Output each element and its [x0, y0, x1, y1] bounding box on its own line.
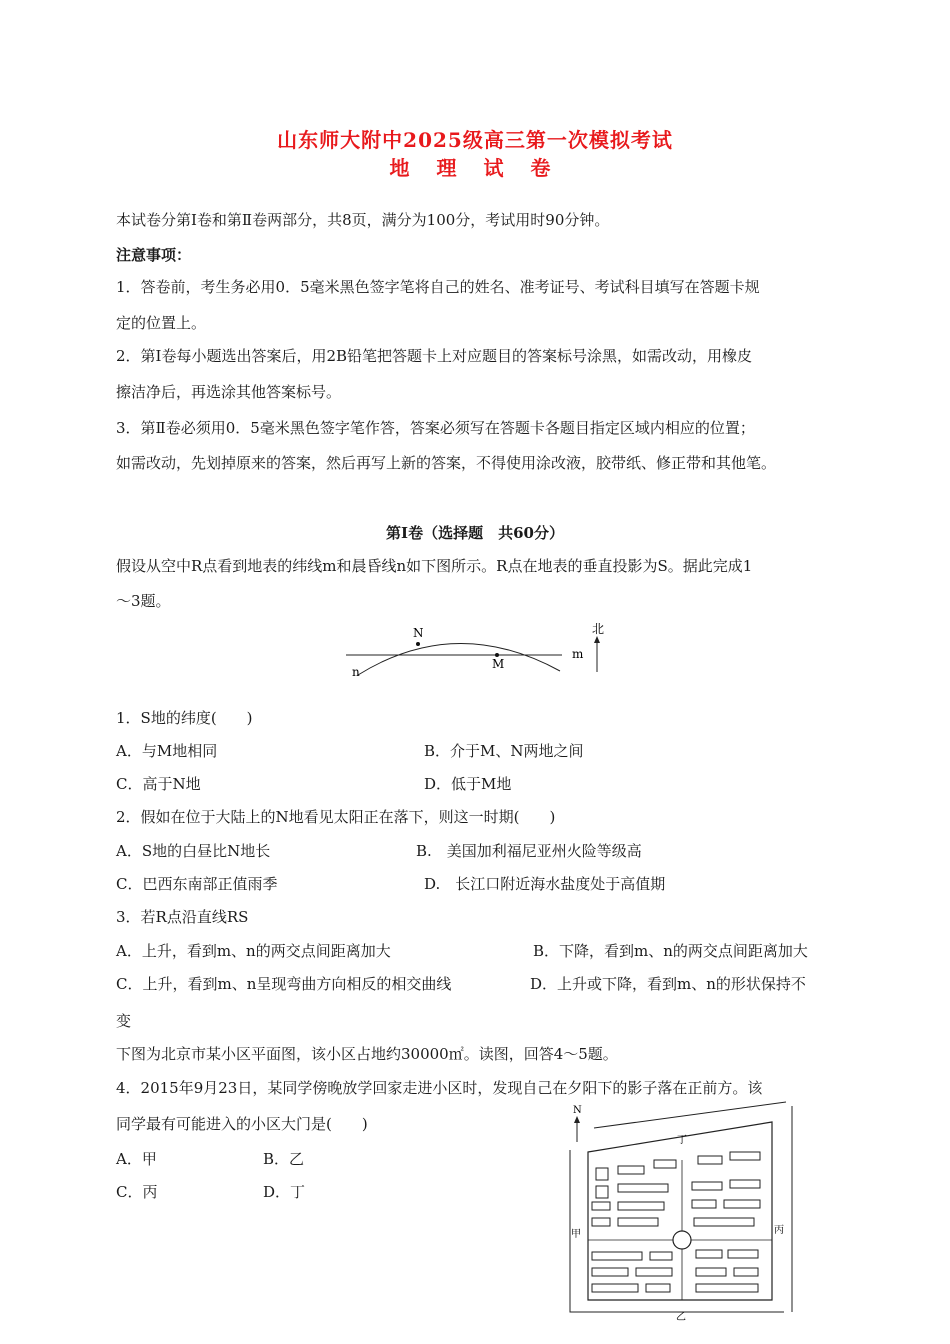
note-line: 定的位置上。 — [116, 314, 207, 332]
option-c: C．丙 — [116, 1183, 158, 1201]
question-stem: 2．假如在位于大陆上的N地看见太阳正在落下，则这一时期( ) — [116, 808, 556, 826]
building — [618, 1218, 658, 1226]
building — [692, 1182, 722, 1190]
gate-ding-label: 丁 — [677, 1135, 687, 1146]
figure-latitude-terminator — [340, 620, 620, 685]
building — [730, 1152, 760, 1160]
question-stem: 3．若R点沿直线RS — [116, 908, 249, 926]
question-stem: 1．S地的纬度( ) — [116, 709, 253, 727]
question-stem: 4．2015年9月23日，某同学傍晚放学回家走进小区时，发现自己在夕阳下的影子落在正前方。该 — [116, 1079, 763, 1097]
north-label: N — [573, 1105, 582, 1116]
arrow-head-icon — [574, 1116, 580, 1123]
option-a: A．上升，看到m、n的两交点间距离加大 — [116, 942, 391, 960]
note-line: 1．答卷前，考生务必用0．5毫米黑色签字笔将自己的姓名、准考证号、考试科目填写在答题卡规 — [116, 278, 760, 296]
point-n — [416, 642, 420, 646]
arrow-head-icon — [594, 636, 600, 643]
building — [618, 1166, 644, 1174]
figure-district-plan — [558, 1100, 808, 1322]
building — [592, 1218, 610, 1226]
building — [592, 1202, 610, 1210]
note-line: 2．第Ⅰ卷每小题选出答案后，用2B铅笔把答题卡上对应题目的答案标号涂黑，如需改动，用橡皮 — [116, 347, 753, 365]
building — [592, 1268, 628, 1276]
building — [694, 1218, 754, 1226]
option-d: D．上升或下降，看到m、n的形状保持不 — [530, 975, 806, 993]
building — [654, 1160, 676, 1168]
building — [730, 1180, 760, 1188]
building — [592, 1284, 638, 1292]
question-stem: 同学最有可能进入的小区大门是( ) — [116, 1115, 368, 1133]
building — [728, 1250, 758, 1258]
building — [650, 1252, 672, 1260]
building — [618, 1202, 664, 1210]
building — [618, 1184, 668, 1192]
option-b: B．下降，看到m、n的两交点间距离加大 — [533, 942, 808, 960]
building — [734, 1268, 758, 1276]
gate-jia-label: 甲 — [571, 1229, 581, 1240]
building — [646, 1284, 670, 1292]
section-title: 第Ⅰ卷（选择题 共60分） — [386, 524, 564, 542]
label-point-m: M — [492, 657, 505, 671]
notes-heading: 注意事项： — [116, 246, 192, 264]
building — [596, 1186, 608, 1198]
exam-title: 山东师大附中2025级高三第一次模拟考试 — [277, 128, 673, 152]
building — [596, 1168, 608, 1180]
note-line: 3．第Ⅱ卷必须用0．5毫米黑色签字笔作答，答案必须写在答题卡各题目指定区域内相应的位置； — [116, 419, 755, 437]
building — [636, 1268, 672, 1276]
label-point-n: N — [413, 626, 424, 640]
label-line-m: m — [572, 647, 584, 661]
terminator-line-n — [358, 643, 560, 675]
passage-line: 下图为北京市某小区平面图，该小区占地约30000㎡。读图，回答4～5题。 — [116, 1045, 618, 1063]
option-b: B．乙 — [263, 1150, 305, 1168]
north-label: 北 — [592, 622, 605, 636]
passage-line: 假设从空中R点看到地表的纬线m和晨昏线n如下图所示。R点在地表的垂直投影为S。据此完成1 — [116, 557, 753, 575]
gate-yi-label: 乙 — [676, 1312, 686, 1322]
option-a: A．甲 — [116, 1150, 157, 1168]
option-a: A．与M地相同 — [116, 742, 218, 760]
passage-line: ～3题。 — [116, 592, 171, 610]
option-d: D．低于M地 — [424, 775, 512, 793]
note-line: 擦洁净后，再选涂其他答案标号。 — [116, 383, 342, 401]
building — [592, 1252, 642, 1260]
gate-bing-label: 丙 — [774, 1225, 784, 1236]
option-b: B．介于M、N两地之间 — [424, 742, 584, 760]
building — [696, 1250, 722, 1258]
exam-subtitle: 地 理 试 卷 — [389, 156, 561, 180]
option-b: B. 美国加利福尼亚州火险等级高 — [416, 842, 642, 860]
building — [692, 1200, 716, 1208]
option-a: A．S地的白昼比N地长 — [116, 842, 271, 860]
option-d: D．丁 — [263, 1183, 306, 1201]
option-c: C．上升，看到m、n呈现弯曲方向相反的相交曲线 — [116, 975, 452, 993]
buildings — [592, 1152, 760, 1292]
option-c: C．巴西东南部正值雨季 — [116, 875, 278, 893]
label-line-n: n — [352, 665, 360, 679]
building — [696, 1268, 726, 1276]
option-d: D. 长江口附近海水盐度处于高值期 — [424, 875, 666, 893]
option-d-continued: 变 — [116, 1012, 132, 1030]
building — [724, 1200, 760, 1208]
building — [696, 1284, 758, 1292]
note-line: 如需改动，先划掉原来的答案，然后再写上新的答案，不得使用涂改液，胶带纸、修正带和其他笔。 — [116, 454, 777, 472]
intro-text: 本试卷分第Ⅰ卷和第Ⅱ卷两部分，共8页，满分为100分，考试用时90分钟。 — [116, 211, 610, 229]
central-roundabout — [673, 1231, 691, 1249]
option-c: C．高于N地 — [116, 775, 201, 793]
building — [698, 1156, 722, 1164]
